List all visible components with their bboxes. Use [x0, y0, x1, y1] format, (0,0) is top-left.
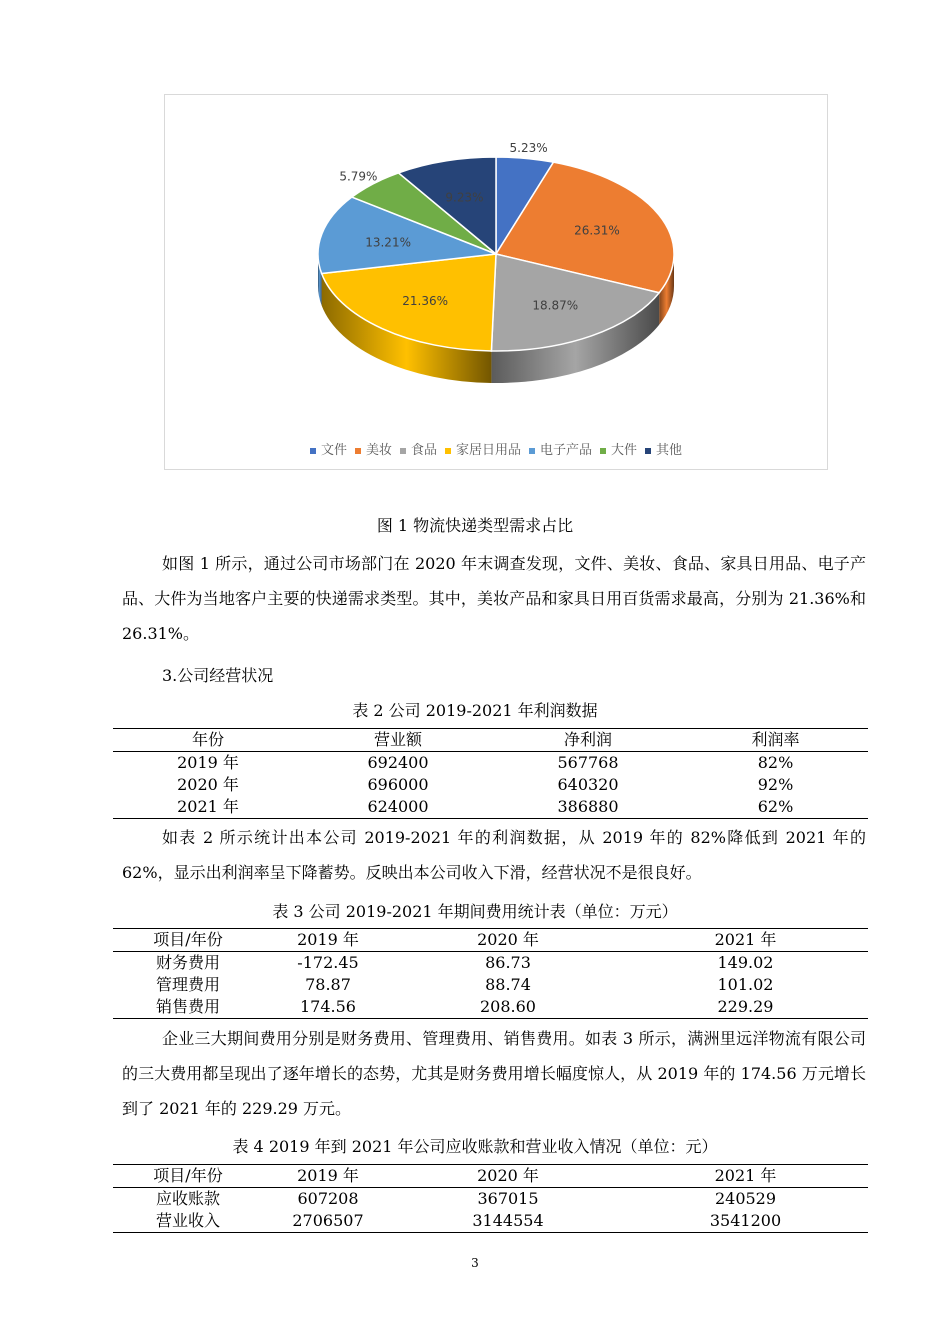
- table3-caption: 表 3 公司 2019-2021 年期间费用统计表（单位：万元）: [272, 902, 678, 921]
- table-cell: 640320: [557, 775, 619, 794]
- table-header: 2020 年: [393, 1165, 623, 1188]
- table-cell: 应收账款: [155, 1189, 220, 1208]
- table-row: [113, 952, 868, 975]
- table-cell: 149.02: [717, 953, 774, 972]
- table-row: [113, 752, 868, 775]
- table-cell: 3144554: [393, 1210, 623, 1233]
- table-header: 2019 年: [263, 929, 393, 952]
- table-row: [113, 996, 868, 1019]
- legend-label: 文件: [320, 443, 347, 458]
- legend-item: [445, 439, 521, 458]
- table-header: 项目/年份: [113, 1165, 263, 1188]
- section-heading-operating-status: 3.公司经营状况: [162, 666, 274, 685]
- legend-swatch: [310, 448, 316, 454]
- table-header: 2020 年: [393, 929, 623, 952]
- legend-swatch: [445, 448, 451, 454]
- table-row: [113, 796, 868, 819]
- table-cell: 销售费用: [113, 996, 263, 1019]
- pie-data-label: 18.87%: [532, 298, 579, 313]
- profit-table: [113, 728, 868, 819]
- figure-caption: 图 1 物流快递类型需求占比: [376, 516, 574, 535]
- table-cell: 82%: [757, 753, 794, 772]
- paragraph-profit-analysis: 如表 2 所示统计出本公司 2019-2021 年的利润数据，从 2019 年的 82%降低到 2021 年的 62%，显示出利润率呈下降蓄势。反映出本公司收入下滑，经营状况不是很良好。: [122, 828, 866, 882]
- paragraph-expense-analysis: 企业三大期间费用分别是财务费用、管理费用、销售费用。如表 3 所示，满洲里远洋物流有限公司的三大费用都呈现出了逐年增长的态势，尤其是财务费用增长幅度惊人，从 2019 年的 174.56 万元增长到了 2021 年的 229.29 万元。: [122, 1029, 866, 1118]
- table-cell: 174.56: [263, 996, 393, 1019]
- legend-swatch: [645, 448, 651, 454]
- table-row: [113, 774, 868, 796]
- table-cell: 88.74: [485, 975, 531, 994]
- legend-item: [600, 439, 637, 458]
- pie-chart-figure: [164, 94, 828, 470]
- paragraph-figure-description: 如图 1 所示，通过公司市场部门在 2020 年末调查发现，文件、美妆、食品、家具日用品、电子产品、大件为当地客户主要的快递需求类型。其中，美妆产品和家具日用百货需求最高，分别为 21.36%和 26.31%。: [122, 554, 866, 643]
- table-cell: 229.29: [623, 996, 868, 1019]
- table-header: 净利润: [493, 729, 683, 752]
- table-cell: 2019 年: [177, 753, 239, 772]
- table-cell: 386880: [493, 796, 683, 819]
- table-cell: 101.02: [717, 975, 774, 994]
- table-cell: 78.87: [305, 975, 351, 994]
- table-cell: 692400: [367, 753, 429, 772]
- legend-swatch: [529, 448, 535, 454]
- table-cell: 208.60: [393, 996, 623, 1019]
- legend-swatch: [400, 448, 406, 454]
- legend-label: 食品: [410, 443, 437, 458]
- table-cell: 92%: [757, 775, 794, 794]
- pie-data-label: 26.31%: [574, 223, 620, 238]
- legend-label: 其他: [656, 443, 683, 458]
- table-cell: 696000: [367, 775, 429, 794]
- legend-item: [400, 439, 437, 458]
- legend-label: 大件: [611, 443, 638, 458]
- expense-table: [113, 928, 868, 1019]
- table-cell: 2021 年: [113, 796, 303, 819]
- chart-legend: [165, 439, 827, 458]
- legend-label: 家居日用品: [455, 443, 521, 458]
- table-header: 2021 年: [623, 929, 868, 952]
- legend-item: [529, 439, 592, 458]
- pie-data-label: 13.21%: [365, 235, 411, 250]
- table-cell: 2706507: [263, 1210, 393, 1233]
- table-cell: 62%: [683, 796, 868, 819]
- table-cell: 3541200: [623, 1210, 868, 1233]
- table2-caption: 表 2 公司 2019-2021 年利润数据: [352, 701, 598, 720]
- table-cell: 367015: [477, 1189, 539, 1208]
- legend-label: 美妆: [365, 443, 392, 458]
- table-header: 年份: [113, 729, 303, 752]
- table-cell: 567768: [557, 753, 619, 772]
- table-cell: 86.73: [485, 953, 531, 972]
- legend-swatch: [600, 448, 606, 454]
- table-row: [113, 1188, 868, 1211]
- table-cell: 管理费用: [155, 975, 220, 994]
- table-header: 2019 年: [263, 1165, 393, 1188]
- legend-label: 电子产品: [540, 443, 593, 458]
- legend-swatch: [355, 448, 361, 454]
- table-cell: 营业收入: [113, 1210, 263, 1233]
- receivables-table: [113, 1164, 868, 1233]
- table-row: [113, 974, 868, 996]
- table-cell: 财务费用: [155, 953, 220, 972]
- table-cell: -172.45: [297, 953, 359, 972]
- table4-caption: 表 4 2019 年到 2021 年公司应收账款和营业收入情况（单位：元）: [232, 1137, 718, 1156]
- table-row: [113, 1210, 868, 1233]
- table-cell: 2020 年: [177, 775, 239, 794]
- pie-data-label: 5.23%: [509, 140, 548, 155]
- table-header: 利润率: [683, 729, 868, 752]
- pie-chart: [165, 95, 827, 469]
- legend-item: [310, 439, 347, 458]
- pie-data-label: 21.36%: [402, 294, 449, 309]
- table-header: 项目/年份: [113, 929, 263, 952]
- table-header: 2021 年: [623, 1165, 868, 1188]
- table-cell: 607208: [297, 1189, 359, 1208]
- legend-item: [645, 439, 682, 458]
- table-cell: 624000: [303, 796, 493, 819]
- page-number: 3: [471, 1256, 479, 1270]
- pie-data-label: 9.23%: [445, 190, 484, 205]
- table-header: 营业额: [303, 729, 493, 752]
- table-cell: 240529: [714, 1189, 777, 1208]
- legend-item: [355, 439, 392, 458]
- pie-data-label: 5.79%: [339, 169, 378, 184]
